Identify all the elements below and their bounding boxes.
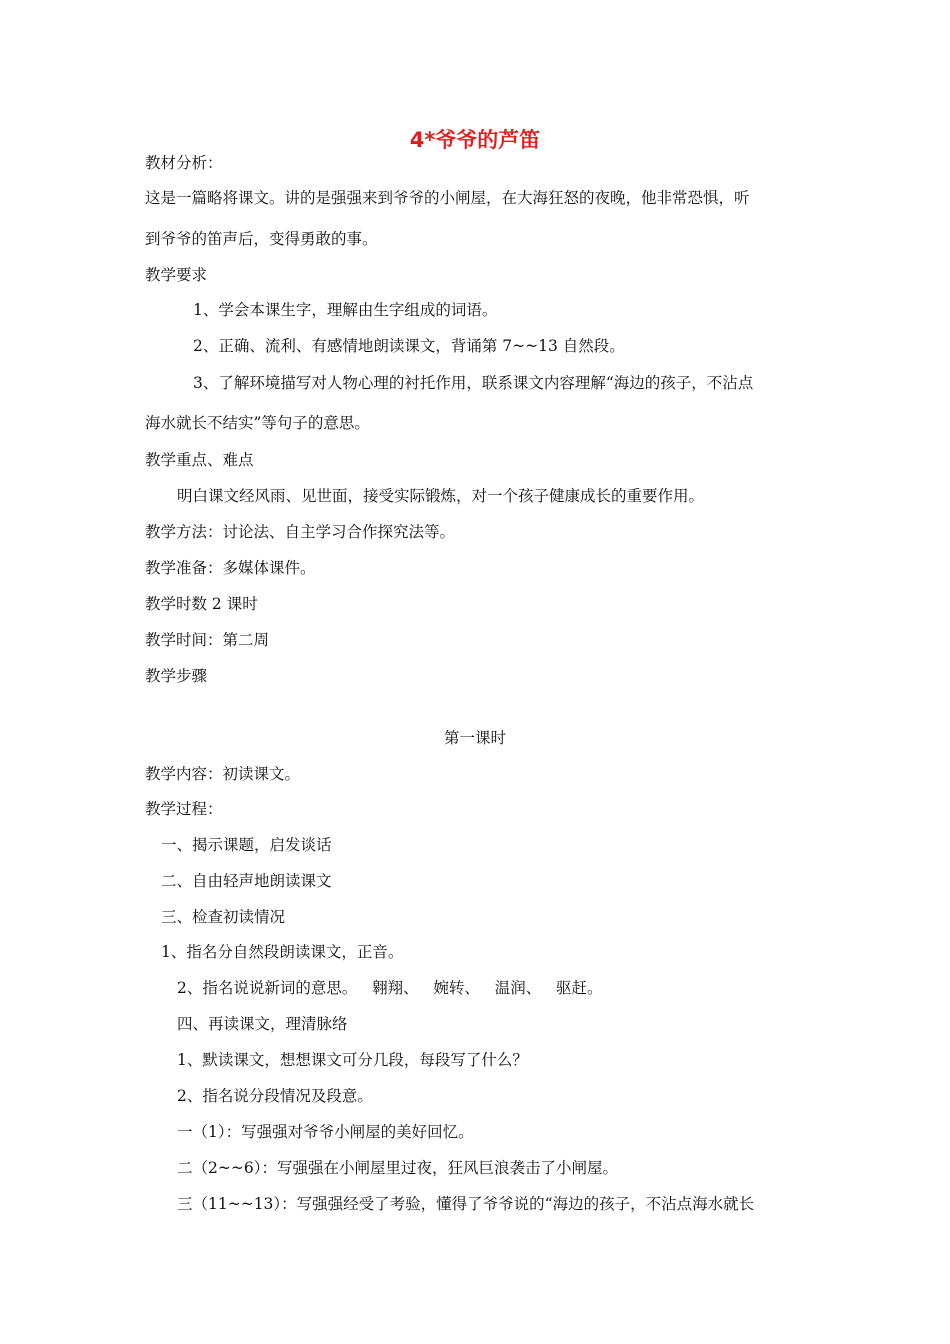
analysis-heading: 教材分析： — [145, 154, 223, 172]
requirement-1: 1、学会本课生字，理解由生字组成的词语。 — [193, 301, 498, 319]
process-step-4-item-2: 2、指名说分段情况及段意。 — [177, 1087, 373, 1105]
lesson-1-heading: 第一课时 — [443, 729, 506, 747]
teaching-method: 教学方法：讨论法、自主学习合作探究法等。 — [145, 523, 456, 541]
requirement-3-line2: 海水就长不结实”等句子的意思。 — [145, 414, 370, 432]
segment-2: 二（2~~6）：写强强在小闸屋里过夜，狂风巨浪袭击了小闸屋。 — [177, 1159, 618, 1177]
process-step-4-item-1: 1、默读课文，想想课文可分几段，每段写了什么？ — [177, 1051, 528, 1069]
process-step-3-item-1: 1、指名分自然段朗读课文，正音。 — [161, 943, 404, 961]
lesson-1-process-heading: 教学过程： — [145, 800, 223, 818]
analysis-text-line1: 这是一篇略将课文。讲的是强强来到爷爷的小闸屋，在大海狂怒的夜晚，他非常恐惧，听 — [145, 189, 750, 207]
requirement-3-line1: 3、了解环境描写对人物心理的衬托作用，联系课文内容理解“海边的孩子，不沾点 — [193, 374, 754, 392]
teaching-preparation: 教学准备：多媒体课件。 — [145, 559, 316, 577]
segment-3: 三（11~~13）：写强强经受了考验，懂得了爷爷说的“海边的孩子，不沾点海水就长 — [177, 1195, 755, 1213]
document-title: 4*爷爷的芦笛 — [409, 128, 541, 152]
analysis-text-line2: 到爷爷的笛声后，变得勇敢的事。 — [145, 230, 378, 248]
process-step-3: 三、检查初读情况 — [161, 908, 286, 926]
segment-1: 一（1）：写强强对爷爷小闸屋的美好回忆。 — [177, 1123, 474, 1141]
teaching-hours: 教学时数 2 课时 — [145, 595, 258, 613]
lesson-1-content: 教学内容：初读课文。 — [145, 765, 301, 783]
process-step-3-item-2: 2、指名说说新词的意思。 翱翔、 婉转、 温润、 驱赶。 — [177, 979, 603, 997]
process-step-1: 一、揭示课题，启发谈话 — [161, 836, 332, 854]
requirements-heading: 教学要求 — [145, 266, 208, 284]
key-points-text: 明白课文经风雨、见世面，接受实际锻炼，对一个孩子健康成长的重要作用。 — [177, 487, 705, 505]
process-step-2: 二、自由轻声地朗读课文 — [161, 872, 332, 890]
key-points-heading: 教学重点、难点 — [145, 451, 254, 469]
teaching-time: 教学时间：第二周 — [145, 631, 270, 649]
requirement-2: 2、正确、流利、有感情地朗读课文，背诵第 7~~13 自然段。 — [193, 337, 625, 355]
process-step-4: 四、再读课文，理清脉络 — [177, 1015, 348, 1033]
teaching-steps-heading: 教学步骤 — [145, 667, 208, 685]
